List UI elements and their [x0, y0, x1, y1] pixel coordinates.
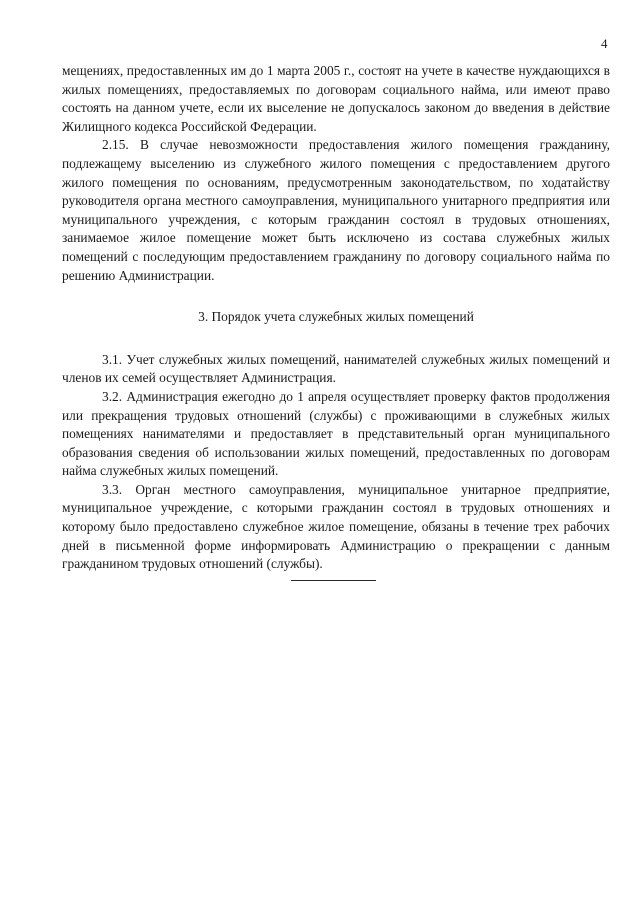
page-number: 4 [601, 36, 608, 51]
paragraph-2-15: 2.15. В случае невозможности предоставления жилого помещения гражданину, подлежащему выселению из служебного жилого помещения с предоставлением другого жилого помещения по основаниям, предусмотренным законодательством, по ходатайству руководителя органа местного самоуправления, муниципального унитарного предприятия или муниципального учреждения, с которым гражданин состоял в трудовых отношениях, занимаемое жилое помещение может быть исключено из состава служебных жилых помещений с последующим предоставлением гражданину по договору социального найма по решению Администрации. [62, 137, 610, 283]
paragraph-continuation: мещениях, предоставленных им до 1 марта 2005 г., состоят на учете в качестве нуждающихся в жилых помещениях, предоставляемых по договорам социального найма, или имеют право состоять на данном учете, если их выселение не допускалось законом до введения в действие Жилищного кодекса Российской Федерации. [62, 63, 610, 134]
paragraph-3-3: 3.3. Орган местного самоуправления, муниципальное унитарное предприятие, муниципальное учреждение, с которыми гражданин состоял в трудовых отношениях и которому было предоставлено служебное жилое помещение, обязаны в течение трех рабочих дней в письменной форме информировать Администрацию о прекращении с данным гражданином трудовых отношений (службы). [62, 481, 610, 572]
paragraph-3-2: 3.2. Администрация ежегодно до 1 апреля осуществляет проверку фактов продолжения или прекращения трудовых отношений (службы) с проживающими в служебных жилых помещениях нанимателями и предоставляет в представительный орган муниципального образования сведения об использовании жилых помещений, предоставленных по договорам найма служебных жилых помещений. [62, 388, 610, 479]
section-heading-3: 3. Порядок учета служебных жилых помещений [198, 309, 474, 325]
document-body [62, 62, 610, 574]
closing-rule [291, 580, 376, 581]
paragraph-3-1: 3.1. Учет служебных жилых помещений, нанимателей служебных жилых помещений и членов их семей осуществляет Администрация. [62, 351, 610, 386]
